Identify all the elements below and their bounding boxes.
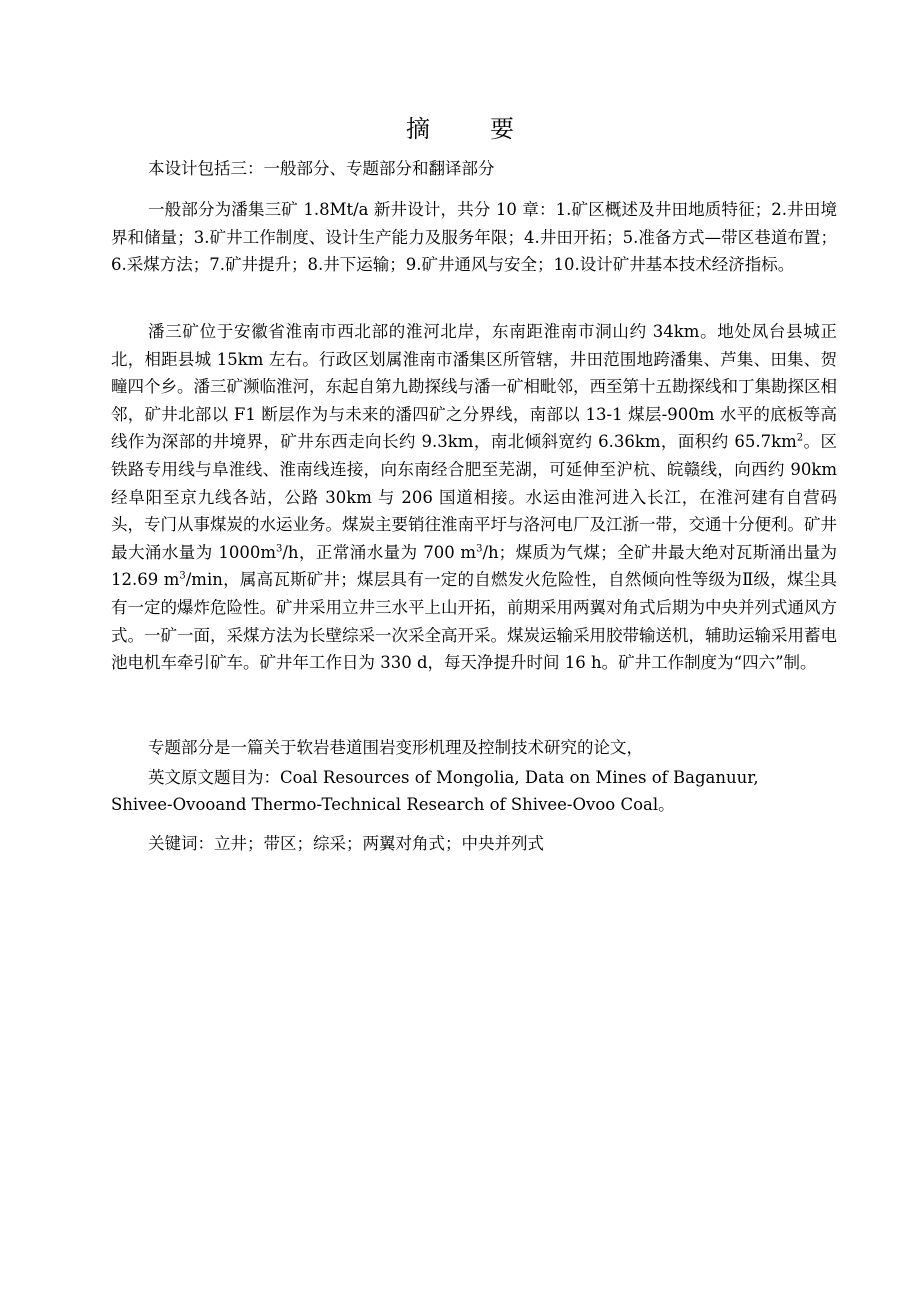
mine-description-text-b: 。区铁路专用线与阜淮线、淮南线连接，向东南经合肥至芜湖，可延伸至沪杭、皖赣线，向西约 90km 经阜阳至京九线各站，公路 30km 与 206 国道相接。水运由淮河进入长江，在淮河建有自营码头，专门从事煤炭的水运业务。煤炭主要销往淮南平圩与洛河电厂及江浙一带，交通十分便利。矿井最大涌水量为 1000m <box>111 432 837 562</box>
special-part-paragraph: 专题部分是一篇关于软岩巷道围岩变形机理及控制技术研究的论文， <box>148 738 643 757</box>
cubic-superscript-2: 3 <box>476 543 483 555</box>
cubic-superscript-1: 3 <box>275 543 283 555</box>
area-superscript: 2 <box>796 432 804 444</box>
mine-description-text-a: 潘三矿位于安徽省淮南市西北部的淮河北岸，东南距淮南市洞山约 34km。地处凤台县城正北，相距县城 15km 左右。行政区划属淮南市潘集区所管辖，井田范围地跨潘集、芦集、田集、贺疃四个乡。潘三矿濒临淮河，东起自第九勘探线与潘一矿相毗邻，西至第十五勘探线和丁集勘探区相邻，矿井北部以 F1 断层作为与未来的潘四矿之分界线，南部以 13-1 煤层-900m 水平的底板等高线作为深部的井境界，矿井东西走向长约 9.3km，南北倾斜宽约 6.36km，面积约 65.7km <box>111 322 837 452</box>
translation-title-line-1: 英文原文题目为：Coal Resources of Mongolia, Data on Mines of Baganuur, <box>148 768 759 787</box>
general-part-paragraph: 一般部分为潘集三矿 1.8Mt/a 新井设计，共分 10 章：1.矿区概述及井田地质特征；2.井田境界和储量；3.矿井工作制度、设计生产能力及服务年限；4.井田开拓；5.准备方式—带区巷道布置；6.采煤方法；7.矿井提升；8.井下运输；9.矿井通风与安全；10.设计矿井基本技术经济指标。 <box>111 200 837 275</box>
keywords-line: 关键词：立井；带区；综采；两翼对角式；中央并列式 <box>148 834 544 853</box>
mine-description-text-e: /min，属高瓦斯矿井；煤层具有一定的自燃发火危险性，自然倾向性等级为Ⅱ级，煤尘具有一定的爆炸危险性。矿井采用立井三水平上山开拓，前期采用两翼对角式后期为中央并列式通风方式。一矿一面，采煤方法为长壁综采一次采全高开采。煤炭运输采用胶带输送机，辅助运输采用蓄电池电机车牵引矿车。矿井年工作日为 330 d，每天净提升时间 16 h。矿井工作制度为“四六”制。 <box>111 570 837 673</box>
mine-description-paragraph <box>111 318 837 677</box>
mine-description-text-c: /h，正常涌水量为 700 m <box>282 542 477 562</box>
translation-title-line-2: Shivee-Ovooand Thermo-Technical Research of Shivee-Ovoo Coal。 <box>111 795 675 814</box>
intro-paragraph: 本设计包括三：一般部分、专题部分和翻译部分 <box>148 159 495 178</box>
cubic-superscript-3: 3 <box>179 570 186 582</box>
mine-description-text-d: /h；煤质为气煤；全矿井最大绝对瓦斯涌出量为 12.69 m <box>111 542 837 590</box>
abstract-title: 摘 要 <box>406 115 532 143</box>
